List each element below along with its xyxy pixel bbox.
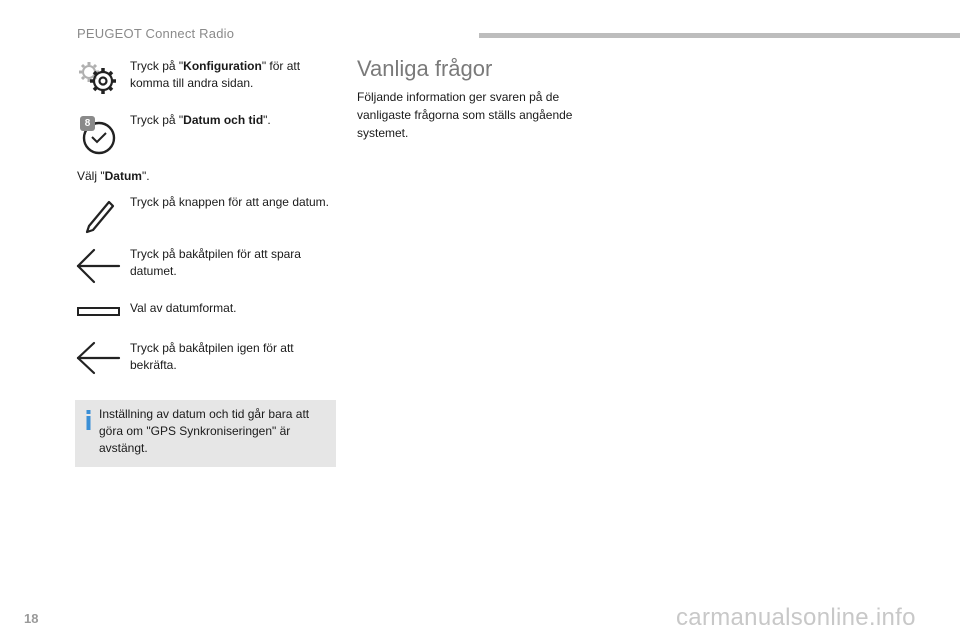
date-format-bar-icon	[75, 300, 123, 344]
pencil-icon	[75, 194, 123, 238]
info-icon	[83, 409, 95, 431]
step-text: Tryck på "Datum och tid".	[130, 113, 271, 127]
step-text: Tryck på knappen för att ange datum.	[130, 195, 330, 209]
info-text: Inställning av datum och tid går bara att göra om "GPS Synkroniseringen" är avstängt.	[99, 407, 310, 455]
step-badge: 8	[84, 118, 91, 129]
faq-intro: Följande information ger svaren på de vanligaste frågorna som ställs angående systemet.	[357, 90, 573, 140]
back-arrow-icon	[75, 340, 123, 384]
info-box	[75, 400, 336, 467]
select-date-line: Välj "Datum".	[77, 169, 150, 183]
header-divider	[479, 33, 960, 38]
step-text: Tryck på "Konfiguration" för att komma till andra sidan.	[130, 59, 301, 90]
back-arrow-icon	[75, 246, 123, 290]
step-text: Tryck på bakåtpilen för att spara datumet.	[130, 247, 301, 278]
watermark: carmanualsonline.info	[676, 604, 916, 631]
gear-settings-icon	[75, 58, 123, 102]
faq-heading: Vanliga frågor	[357, 56, 493, 81]
step-text: Tryck på bakåtpilen igen för att bekräfta.	[130, 341, 294, 372]
header-title: PEUGEOT Connect Radio	[77, 26, 235, 41]
step-text: Val av datumformat.	[130, 301, 237, 315]
page-number: 18	[24, 611, 39, 626]
